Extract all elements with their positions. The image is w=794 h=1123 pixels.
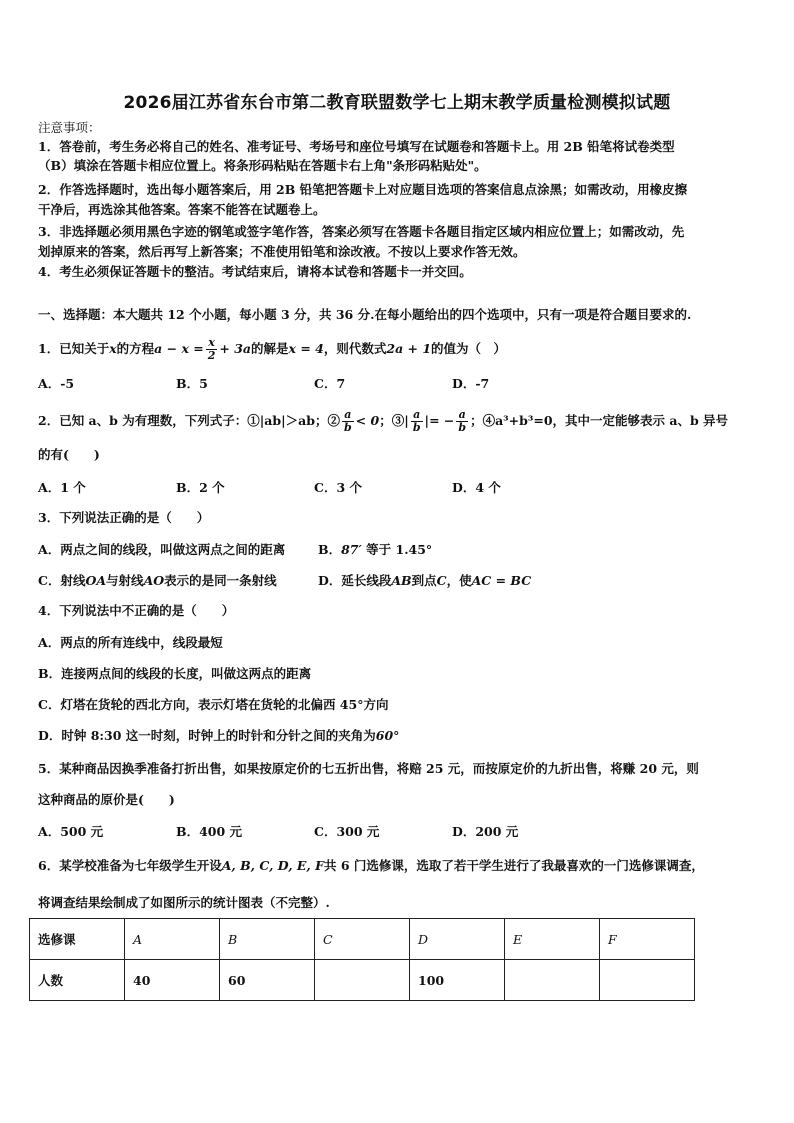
note-4: 4．考生必须保证答题卡的整洁。考试结束后，请将本试卷和答题卡一并交回。 bbox=[38, 264, 472, 279]
note-1b: （B）填涂在答题卡相应位置上。将条形码粘贴在答题卡右上角"条形码粘贴处"。 bbox=[38, 158, 487, 173]
q5-option-a: A．500 元 bbox=[38, 824, 104, 839]
table-row bbox=[30, 960, 695, 1001]
question-6: 6．某学校准备为七年级学生开设A, B, C, D, E, F共 6 门选修课，选取了若干学生进行了我最喜欢的一门选修课调查， bbox=[38, 858, 704, 873]
q4-option-a: A．两点的所有连线中，线段最短 bbox=[38, 635, 223, 650]
q2-option-d: D．4 个 bbox=[452, 480, 501, 495]
q3-option-c: C．射线OA与射线AO表示的是同一条射线 bbox=[38, 573, 277, 588]
table-cell: B bbox=[220, 919, 315, 960]
table-cell: 人数 bbox=[30, 960, 125, 1001]
table-cell: 选修课 bbox=[30, 919, 125, 960]
question-2: 2．已知 a、b 为有理数，下列式子：①|ab|＞ab；② $\frac{a}{b}$ < 0；③| $\frac{a}{b}$ |= − $\frac{a}{b}$ ；④a³+b³=0，其中一定能够表示 a、b 异号 bbox=[38, 408, 729, 434]
table-cell: 60 bbox=[220, 960, 315, 1001]
question-4: 4．下列说法中不正确的是（ ） bbox=[38, 603, 235, 618]
q1-option-d: D．-7 bbox=[452, 376, 490, 391]
table-cell: 100 bbox=[410, 960, 505, 1001]
fraction: $\frac{x}{2}$ bbox=[207, 336, 216, 362]
q4-option-d: D．时钟 8:30 这一时刻，时钟上的时针和分针之间的夹角为60° bbox=[38, 728, 400, 743]
q1-option-c: C．7 bbox=[314, 376, 346, 391]
question-2-line2: 的有( ) bbox=[38, 447, 100, 462]
q5-option-b: B．400 元 bbox=[176, 824, 243, 839]
q3-option-b: B．87′ 等于 1.45° bbox=[318, 542, 433, 557]
question-5: 5．某种商品因换季准备打折出售，如果按原定价的七五折出售，将赔 25 元，而按原定价的九折出售，将赚 20 元，则 bbox=[38, 761, 699, 776]
q3-option-a: A．两点之间的线段，叫做这两点之间的距离 bbox=[38, 542, 286, 557]
page-title: 2026届江苏省东台市第二教育联盟数学七上期末教学质量检测模拟试题 bbox=[123, 93, 671, 113]
note-3a: 3．非选择题必须用黑色字迹的钢笔或签字笔作答，答案必须写在答题卡各题目指定区域内相应位置上；如需改动，先 bbox=[38, 224, 685, 239]
table-cell bbox=[315, 960, 410, 1001]
q4-option-c: C．灯塔在货轮的西北方向，表示灯塔在货轮的北偏西 45°方向 bbox=[38, 697, 389, 712]
table-cell: E bbox=[505, 919, 600, 960]
table-cell: F bbox=[600, 919, 695, 960]
q2-option-b: B．2 个 bbox=[176, 480, 225, 495]
note-3b: 划掉原来的答案，然后再写上新答案；不准使用铅笔和涂改液。不按以上要求作答无效。 bbox=[38, 244, 526, 259]
question-1: 1．已知关于x的方程a − x = $\frac{x}{2}$ + 3a的解是x = 4，则代数式2a + 1的值为（ ） bbox=[38, 336, 507, 362]
table-header-row bbox=[30, 919, 695, 960]
survey-table bbox=[29, 918, 695, 1001]
q5-option-d: D．200 元 bbox=[452, 824, 519, 839]
table-cell: 40 bbox=[125, 960, 220, 1001]
notes-heading: 注意事项： bbox=[38, 120, 101, 135]
question-5-line2: 这种商品的原价是( ) bbox=[38, 792, 175, 807]
note-1a: 1．答卷前，考生务必将自己的姓名、准考证号、考场号和座位号填写在试题卷和答题卡上。用 2B 铅笔将试卷类型 bbox=[38, 139, 675, 154]
q1-option-a: A．-5 bbox=[38, 376, 75, 391]
note-2a: 2．作答选择题时，选出每小题答案后，用 2B 铅笔把答题卡上对应题目选项的答案信息点涂黑；如需改动，用橡皮擦 bbox=[38, 182, 688, 197]
q1-option-b: B．5 bbox=[176, 376, 208, 391]
question-6-line2: 将调查结果绘制成了如图所示的统计图表（不完整）. bbox=[38, 895, 330, 910]
section-heading: 一、选择题：本大题共 12 个小题，每小题 3 分，共 36 分.在每小题给出的四个选项中，只有一项是符合题目要求的. bbox=[38, 307, 692, 322]
question-3: 3．下列说法正确的是（ ） bbox=[38, 510, 210, 525]
table-cell: A bbox=[125, 919, 220, 960]
q2-option-c: C．3 个 bbox=[314, 480, 362, 495]
table-cell bbox=[600, 960, 695, 1001]
q2-option-a: A．1 个 bbox=[38, 480, 86, 495]
note-2b: 干净后，再选涂其他答案。答案不能答在试题卷上。 bbox=[38, 202, 326, 217]
table-cell: C bbox=[315, 919, 410, 960]
q3-option-d: D．延长线段AB到点C，使AC = BC bbox=[318, 573, 532, 588]
table-cell: D bbox=[410, 919, 505, 960]
q4-option-b: B．连接两点间的线段的长度，叫做这两点的距离 bbox=[38, 666, 312, 681]
table-cell bbox=[505, 960, 600, 1001]
q5-option-c: C．300 元 bbox=[314, 824, 380, 839]
